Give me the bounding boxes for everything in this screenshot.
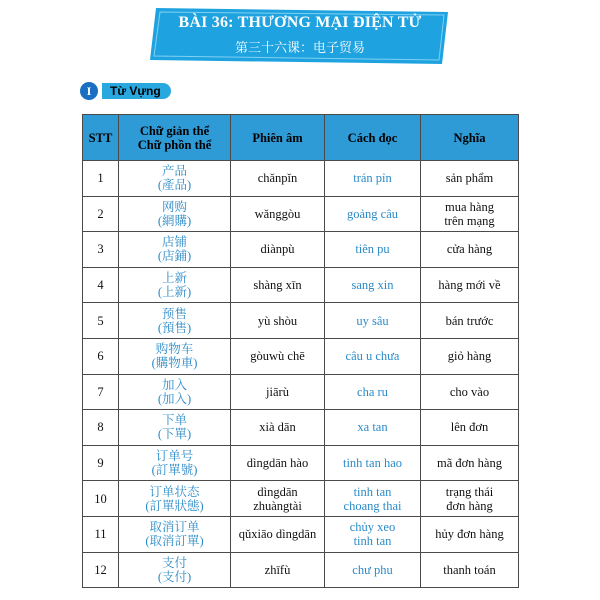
pronunciation-cell bbox=[325, 374, 421, 410]
pronunciation-cell bbox=[325, 410, 421, 446]
hanzi-cell bbox=[119, 410, 231, 446]
meaning-text: cửa hàng bbox=[446, 242, 493, 257]
pronunciation-text: tinh tan bbox=[353, 484, 392, 499]
meaning-cell bbox=[421, 303, 519, 339]
pinyin-text: gòuwù chē bbox=[250, 349, 305, 364]
meaning-cell bbox=[421, 232, 519, 268]
table-row bbox=[83, 267, 519, 303]
meaning-cell bbox=[421, 481, 519, 517]
row-number: 7 bbox=[83, 374, 119, 410]
pinyin-text: zhīfù bbox=[264, 562, 291, 577]
meaning-text: cho vào bbox=[449, 384, 490, 399]
hanzi-cell bbox=[119, 552, 231, 588]
traditional-chars: (支付) bbox=[157, 569, 192, 584]
simplified-chars: 订单状态 bbox=[149, 484, 200, 499]
traditional-chars: (購物車) bbox=[151, 356, 198, 371]
meaning-cell bbox=[421, 516, 519, 552]
traditional-chars: (訂單狀態) bbox=[145, 498, 204, 513]
header-stt: STT bbox=[83, 115, 119, 161]
pinyin-cell bbox=[231, 445, 325, 481]
meaning-cell bbox=[421, 196, 519, 232]
pinyin-text: dìngdān hào bbox=[246, 456, 309, 471]
meaning-cell bbox=[421, 410, 519, 446]
section-label: Từ Vựng bbox=[102, 83, 171, 99]
meaning-text: giỏ hàng bbox=[447, 349, 492, 364]
vocabulary-table bbox=[82, 114, 519, 588]
pinyin-text: wǎnggòu bbox=[254, 206, 301, 221]
hanzi-cell bbox=[119, 161, 231, 197]
table-row bbox=[83, 338, 519, 374]
header-pinyin: Phiên âm bbox=[231, 115, 325, 161]
pronunciation-text-line2: tinh tan bbox=[353, 534, 392, 549]
header-simplified: Chữ giản thể bbox=[139, 123, 210, 138]
header-traditional: Chữ phồn thể bbox=[137, 137, 212, 152]
header-pronunciation: Cách đọc bbox=[325, 115, 421, 161]
pronunciation-text: chư phu bbox=[352, 562, 393, 577]
pinyin-cell bbox=[231, 196, 325, 232]
pinyin-cell bbox=[231, 303, 325, 339]
pinyin-text: chǎnpǐn bbox=[257, 171, 298, 186]
pronunciation-cell bbox=[325, 161, 421, 197]
pronunciation-text: uy sâu bbox=[356, 313, 389, 328]
pinyin-cell bbox=[231, 481, 325, 517]
simplified-chars: 上新 bbox=[161, 271, 187, 286]
traditional-chars: (下單) bbox=[157, 427, 192, 442]
traditional-chars: (取消訂單) bbox=[145, 534, 204, 549]
traditional-chars: (加入) bbox=[157, 391, 192, 406]
traditional-chars: (訂單號) bbox=[151, 463, 198, 478]
pinyin-text: qǔxiāo dìngdān bbox=[238, 527, 317, 542]
simplified-chars: 网购 bbox=[161, 199, 187, 214]
row-number: 9 bbox=[83, 445, 119, 481]
pronunciation-text: chủy xeo bbox=[349, 520, 396, 535]
row-number: 5 bbox=[83, 303, 119, 339]
pinyin-cell bbox=[231, 410, 325, 446]
simplified-chars: 购物车 bbox=[155, 342, 194, 357]
pronunciation-cell bbox=[325, 552, 421, 588]
simplified-chars: 下单 bbox=[161, 413, 187, 428]
traditional-chars: (網購) bbox=[157, 213, 192, 228]
hanzi-cell bbox=[119, 232, 231, 268]
meaning-text: lên đơn bbox=[450, 420, 489, 435]
row-number: 6 bbox=[83, 338, 119, 374]
simplified-chars: 加入 bbox=[161, 377, 187, 392]
traditional-chars: (預售) bbox=[157, 320, 192, 335]
meaning-text: mua hàng bbox=[445, 199, 494, 214]
pronunciation-cell bbox=[325, 516, 421, 552]
lesson-subtitle: 第三十六课：电子贸易 bbox=[234, 41, 365, 56]
meaning-text: sản phẩm bbox=[445, 171, 494, 186]
meaning-text: thanh toán bbox=[443, 562, 496, 577]
meaning-text: trạng thái bbox=[445, 484, 494, 499]
meaning-text: hàng mới về bbox=[438, 278, 501, 293]
table-row bbox=[83, 196, 519, 232]
section-number-badge: I bbox=[80, 82, 98, 100]
pronunciation-text: tinh tan hao bbox=[342, 456, 402, 471]
row-number: 12 bbox=[83, 552, 119, 588]
pinyin-cell bbox=[231, 161, 325, 197]
traditional-chars: (店鋪) bbox=[157, 249, 192, 264]
row-number: 4 bbox=[83, 267, 119, 303]
pronunciation-cell bbox=[325, 445, 421, 481]
title-banner bbox=[150, 6, 450, 66]
table-row bbox=[83, 161, 519, 197]
pronunciation-cell bbox=[325, 481, 421, 517]
hanzi-cell bbox=[119, 481, 231, 517]
hanzi-cell bbox=[119, 196, 231, 232]
pronunciation-text: câu u chưa bbox=[345, 349, 400, 364]
hanzi-cell bbox=[119, 267, 231, 303]
meaning-cell bbox=[421, 374, 519, 410]
row-number: 1 bbox=[83, 161, 119, 197]
hanzi-cell bbox=[119, 338, 231, 374]
hanzi-cell bbox=[119, 516, 231, 552]
meaning-text: mã đơn hàng bbox=[437, 456, 502, 471]
pinyin-cell bbox=[231, 267, 325, 303]
pronunciation-text: xa tan bbox=[357, 420, 388, 435]
hanzi-cell bbox=[119, 445, 231, 481]
table-header-row bbox=[83, 115, 519, 161]
meaning-text-line2: đơn hàng bbox=[446, 498, 493, 513]
pinyin-text: jiārù bbox=[266, 384, 289, 399]
header-characters bbox=[119, 115, 231, 161]
pinyin-text: yù shòu bbox=[257, 313, 298, 328]
row-number: 10 bbox=[83, 481, 119, 517]
pronunciation-text: sang xin bbox=[351, 278, 394, 293]
meaning-text: hủy đơn hàng bbox=[435, 527, 504, 542]
meaning-text-line2: trên mạng bbox=[444, 213, 495, 228]
table-row bbox=[83, 410, 519, 446]
simplified-chars: 取消订单 bbox=[149, 520, 200, 535]
pronunciation-cell bbox=[325, 232, 421, 268]
simplified-chars: 预售 bbox=[161, 306, 187, 321]
pronunciation-cell bbox=[325, 303, 421, 339]
table-row bbox=[83, 303, 519, 339]
pronunciation-cell bbox=[325, 196, 421, 232]
pronunciation-text-line2: choang thai bbox=[343, 498, 402, 513]
simplified-chars: 支付 bbox=[161, 555, 187, 570]
pinyin-cell bbox=[231, 232, 325, 268]
table-row bbox=[83, 481, 519, 517]
pinyin-cell bbox=[231, 552, 325, 588]
header-meaning: Nghĩa bbox=[421, 115, 519, 161]
pronunciation-cell bbox=[325, 338, 421, 374]
pronunciation-cell bbox=[325, 267, 421, 303]
table-row bbox=[83, 516, 519, 552]
row-number: 3 bbox=[83, 232, 119, 268]
pinyin-text: shàng xīn bbox=[253, 278, 302, 293]
meaning-cell bbox=[421, 338, 519, 374]
traditional-chars: (產品) bbox=[157, 178, 192, 193]
table-body bbox=[83, 161, 519, 588]
table-row bbox=[83, 374, 519, 410]
row-number: 8 bbox=[83, 410, 119, 446]
pinyin-cell bbox=[231, 338, 325, 374]
pinyin-text: xià dān bbox=[259, 420, 296, 435]
row-number: 11 bbox=[83, 516, 119, 552]
hanzi-cell bbox=[119, 374, 231, 410]
table-row bbox=[83, 232, 519, 268]
lesson-title: BÀI 36: THƯƠNG MẠI ĐIỆN TỬ bbox=[178, 14, 422, 31]
hanzi-cell bbox=[119, 303, 231, 339]
section-heading bbox=[80, 82, 171, 100]
traditional-chars: (上新) bbox=[157, 285, 192, 300]
pinyin-cell bbox=[231, 516, 325, 552]
simplified-chars: 产品 bbox=[161, 164, 187, 179]
meaning-cell bbox=[421, 267, 519, 303]
pinyin-cell bbox=[231, 374, 325, 410]
meaning-text: bán trước bbox=[445, 313, 494, 328]
simplified-chars: 店铺 bbox=[161, 235, 187, 250]
row-number: 2 bbox=[83, 196, 119, 232]
meaning-cell bbox=[421, 161, 519, 197]
pinyin-text-line2: zhuàngtài bbox=[253, 498, 302, 513]
simplified-chars: 订单号 bbox=[155, 449, 194, 464]
pronunciation-text: goảng câu bbox=[346, 206, 399, 221]
pinyin-text: dìngdān bbox=[257, 484, 298, 499]
pronunciation-text: cha ru bbox=[357, 384, 388, 399]
pronunciation-text: tiên pu bbox=[355, 242, 390, 257]
table-row bbox=[83, 552, 519, 588]
pronunciation-text: trán pỉn bbox=[353, 171, 392, 186]
meaning-cell bbox=[421, 552, 519, 588]
meaning-cell bbox=[421, 445, 519, 481]
pinyin-text: diànpù bbox=[260, 242, 295, 257]
table-row bbox=[83, 445, 519, 481]
